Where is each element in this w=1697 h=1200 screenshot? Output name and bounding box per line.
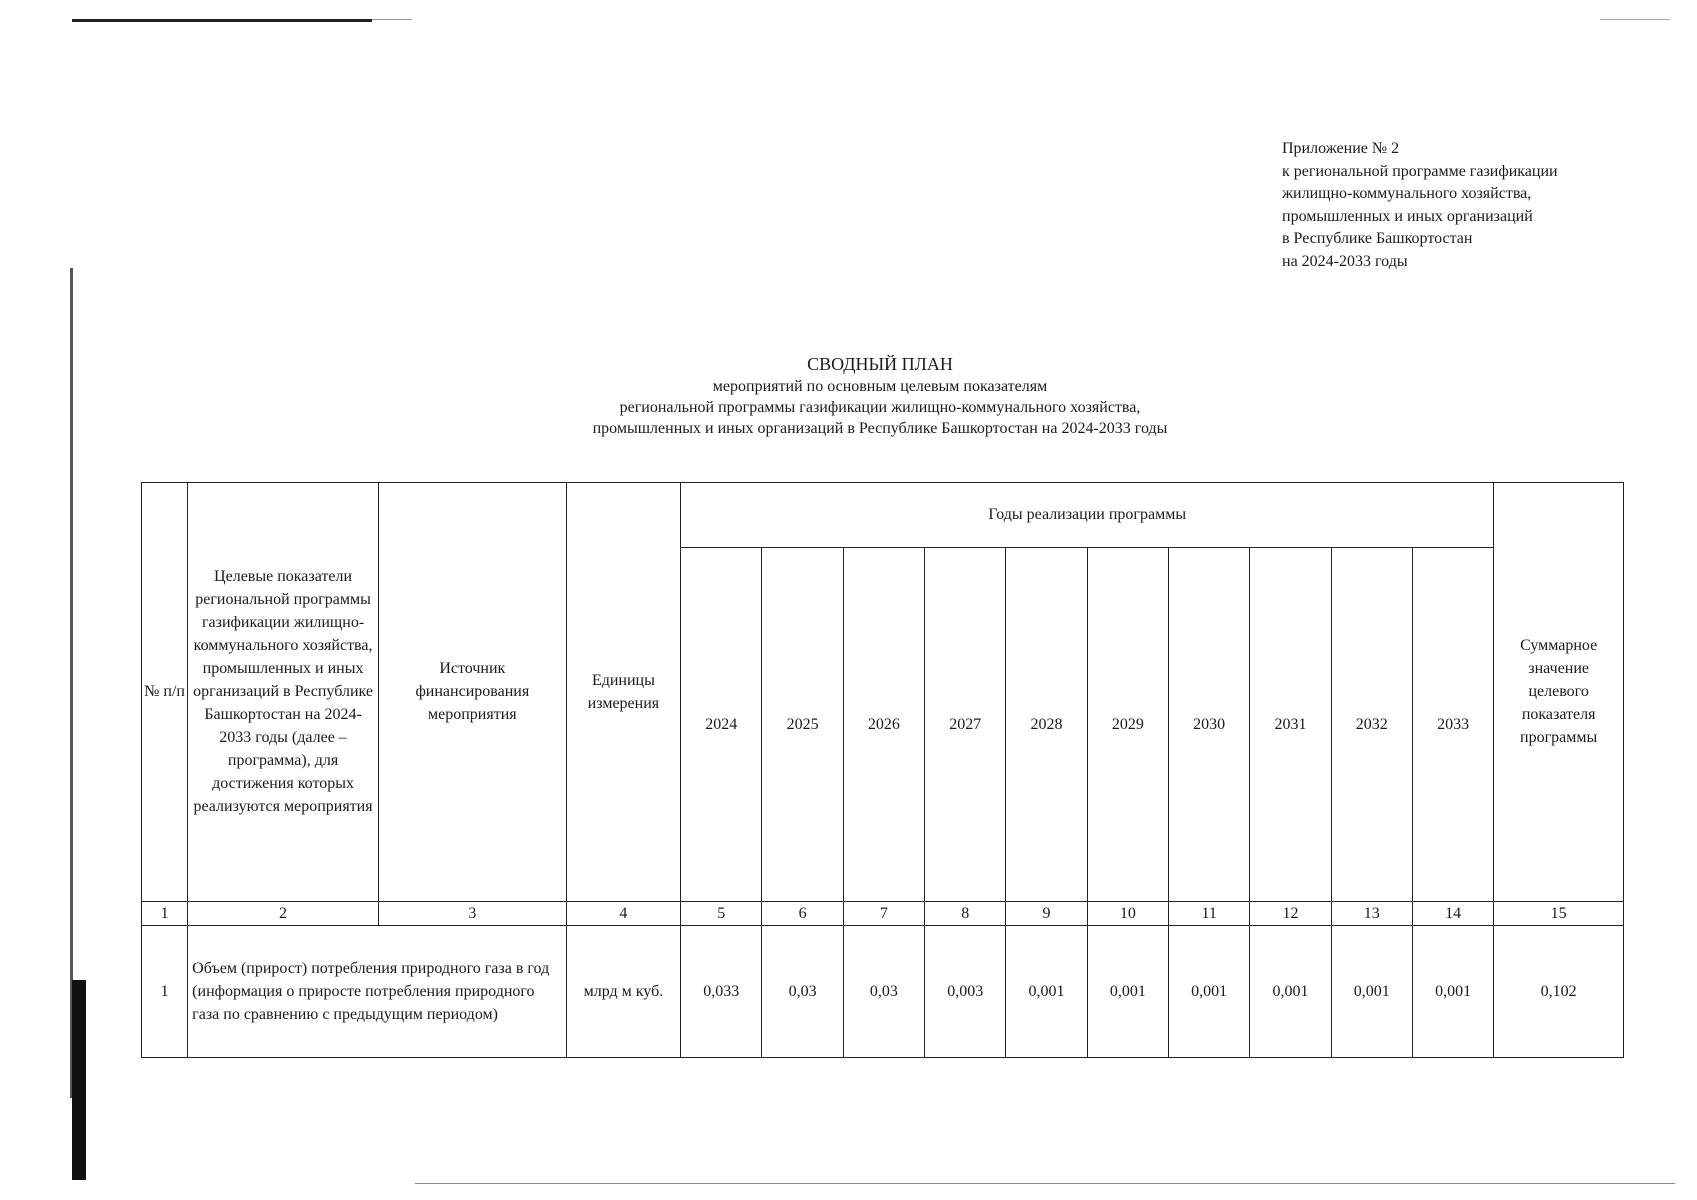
scan-edge-top [72,19,372,22]
column-number: 10 [1087,901,1168,925]
row-value: 0,03 [762,925,843,1057]
scan-edge-top-faint [372,19,412,20]
title-line: промышленных и иных организаций в Республике Башкортостан на 2024-2033 годы [592,420,1168,437]
summary-plan-table [141,482,1624,1058]
column-number: 15 [1494,901,1624,925]
header-year: 2025 [762,547,843,901]
row-num: 1 [142,925,188,1057]
column-number: 4 [566,901,680,925]
appendix-line: Приложение № 2 [1282,140,1400,157]
column-number: 5 [681,901,762,925]
row-value: 0,03 [843,925,924,1057]
row-indicator: Объем (прирост) потребления природного газа в год (информация о приросте потребления природного газа по сравнению с предыдущим периодом) [188,925,567,1057]
row-value: 0,003 [925,925,1006,1057]
column-number: 2 [188,901,379,925]
scan-edge-left-shadow [72,980,86,1180]
column-number: 12 [1250,901,1331,925]
header-year: 2029 [1087,547,1168,901]
header-year: 2028 [1006,547,1087,901]
header-year: 2030 [1169,547,1250,901]
header-indicator: Целевые показатели региональной программы газификации жилищно-коммунального хозяйства, промышленных и иных организаций в Республике Башкортостан на 2024-2033 годы (далее – программа), для достижения которых реализуются мероприятия [188,483,379,902]
document-title [480,352,1280,439]
header-year: 2026 [843,547,924,901]
table-row [142,925,1624,1057]
header-unit: Единицы измерения [566,483,680,902]
column-number-row [142,901,1624,925]
header-years-group: Годы реализации программы [681,483,1494,548]
column-number: 11 [1169,901,1250,925]
appendix-line: в Республике Башкортостан [1282,230,1473,247]
row-value: 0,001 [1331,925,1412,1057]
column-number: 6 [762,901,843,925]
title-line: мероприятий по основным целевым показателям [712,378,1048,395]
column-number: 14 [1412,901,1493,925]
title-line: региональной программы газификации жилищно-коммунального хозяйства, [619,399,1141,416]
row-value: 0,001 [1006,925,1087,1057]
header-year: 2033 [1412,547,1493,901]
row-value: 0,001 [1169,925,1250,1057]
header-total: Суммарное значение целевого показателя программы [1494,483,1624,902]
header-row [142,483,1624,548]
appendix-line: на 2024-2033 годы [1282,252,1408,270]
row-value: 0,033 [681,925,762,1057]
appendix-line: промышленных и иных организаций [1282,207,1533,225]
column-number: 13 [1331,901,1412,925]
header-year: 2024 [681,547,762,901]
column-number: 9 [1006,901,1087,925]
scan-edge-top-right [1600,19,1670,20]
appendix-note [1282,138,1662,273]
row-unit: млрд м куб. [566,925,680,1057]
header-source: Источник финансирования мероприятия [378,483,566,902]
row-value: 0,001 [1412,925,1493,1057]
header-num: № п/п [142,483,188,902]
column-number: 1 [142,901,188,925]
column-number: 3 [378,901,566,925]
header-year: 2027 [925,547,1006,901]
appendix-line: к региональной программе газификации [1282,162,1558,180]
column-number: 7 [843,901,924,925]
appendix-line: жилищно-коммунального хозяйства, [1282,185,1532,202]
scan-edge-left [70,268,73,1098]
header-year: 2031 [1250,547,1331,901]
row-value: 0,001 [1087,925,1168,1057]
row-value: 0,001 [1250,925,1331,1057]
scan-edge-bottom [415,1183,1675,1184]
title-main: СВОДНЫЙ ПЛАН [807,354,953,374]
header-year: 2032 [1331,547,1412,901]
row-total: 0,102 [1494,925,1624,1057]
column-number: 8 [925,901,1006,925]
